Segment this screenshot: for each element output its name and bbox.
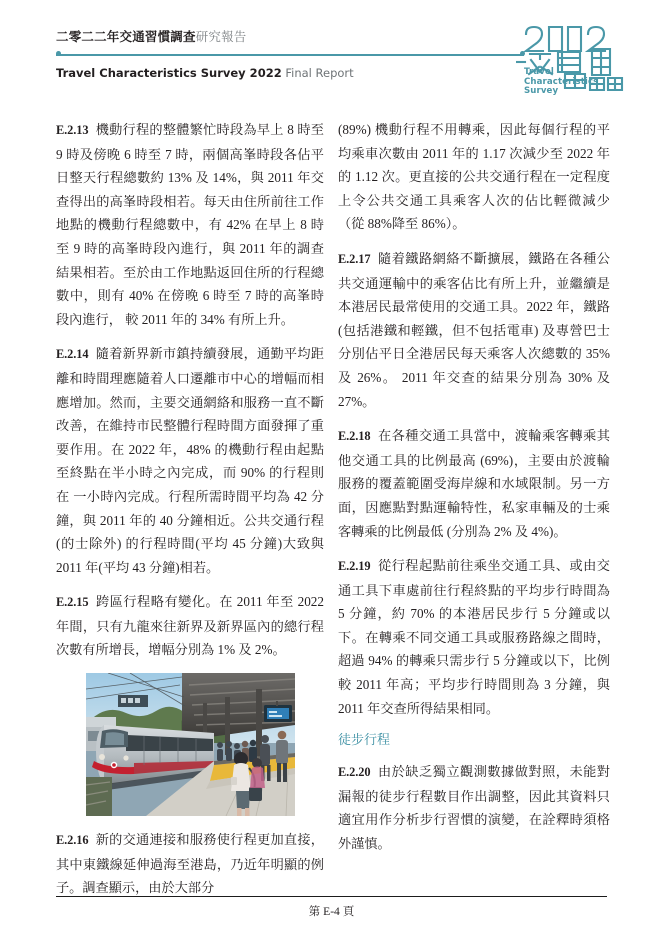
survey-logo-english-text bbox=[524, 68, 598, 97]
paragraph-number-e217: E.2.17 bbox=[338, 251, 371, 266]
paragraph-e220 bbox=[338, 760, 610, 855]
header-title-english-bold: Travel Characteristics Survey 2022 bbox=[56, 66, 282, 80]
right-column bbox=[338, 118, 610, 856]
paragraph-e216 bbox=[56, 828, 324, 900]
subheading-walking-trips: 徒步行程 bbox=[338, 733, 391, 749]
paragraph-number-e214: E.2.14 bbox=[56, 347, 89, 362]
footer-divider bbox=[56, 896, 607, 897]
figure-train-platform bbox=[56, 673, 324, 816]
logo-line-survey: Survey bbox=[524, 86, 559, 97]
paragraph-text-e217: 隨着鐵路網絡不斷擴展，鐵路在各種公共交通運輸中的乘客佔比有所上升，並繼續是本港居民最常使用的交通工具。2022 年，鐵路 (包括港鐵和輕鐵，但不包括電車) 及專營巴士分別佔平日全港居民每天乘客人次總數的 35% 及 26%。 2011 年交查的結果分別為 30% 及 27%。 bbox=[338, 250, 610, 409]
paragraph-e219 bbox=[338, 554, 610, 720]
paragraph-text-e215: 跨區行程略有變化。在 2011 年至 2022 年間，只有九龍來往新界及新界區內的總行程次數有所增長，增幅分別為 1% 及 2%。 bbox=[56, 594, 324, 658]
paragraph-text-e219: 從行程起點前往乘坐交通工具、或由交通工具下車處前往行程終點的平均步行時間為 5 分鐘，約 70% 的本港居民步行 5 分鐘或以下。在轉乘不同交通工具或服務路線之間時，超過 94% 的轉乘只需步行 5 分鐘或以下，比例較 2011 年高；平均步行時間則為 3 分鐘，與 2011 年交查所得結果相同。 bbox=[338, 558, 610, 716]
paragraph-text-e220: 由於缺乏獨立觀測數據做對照，未能對漏報的徒步行程數目作出調整，因此其資料只適宜用作分析步行習慣的演變，在詮釋時須格外謹慎。 bbox=[338, 764, 610, 852]
paragraph-e217 bbox=[338, 247, 610, 413]
paragraph-e216-continued: (89%) 機動行程不用轉乘，因此每個行程的平均乘車次數由 2011 年的 1.17 次減少至 2022 年的 1.12 次。更直接的公共交通行程在一定程度上令公共交通工具乘客人次的佔比輕微減少（從 88%降至 86%）。 bbox=[338, 122, 610, 232]
header-divider bbox=[56, 51, 524, 59]
page-number: 第 E-4 頁 bbox=[308, 905, 355, 919]
logo-line-travel: Travel bbox=[524, 67, 554, 77]
paragraph-number-e215: E.2.15 bbox=[56, 595, 89, 610]
paragraph-text-e218: 在各種交通工具當中，渡輪乘客轉乘其他交通工具的比例最高 (69%)，主要由於渡輪服務的覆蓋範圍受海岸線和水域限制。另一方面，因應點對點運輸特性，私家車輛及的士乘客轉乘的比例最低 (分別為 2% 及 4%)。 bbox=[338, 428, 610, 539]
paragraph-number-e218: E.2.18 bbox=[338, 429, 371, 444]
header-title-chinese-light: 研究報告 bbox=[195, 29, 247, 44]
paragraph-number-e219: E.2.19 bbox=[338, 559, 371, 574]
paragraph-e213 bbox=[56, 118, 324, 331]
paragraph-number-e220: E.2.20 bbox=[338, 765, 371, 780]
paragraph-number-e213: E.2.13 bbox=[56, 123, 89, 137]
left-column bbox=[56, 118, 324, 900]
survey-logo bbox=[516, 18, 634, 106]
header-title-chinese-bold: 二零二二年交通習慣調查 bbox=[56, 29, 196, 44]
photo-illustration bbox=[86, 673, 295, 816]
header-divider-rule bbox=[56, 54, 524, 56]
header-title-english-light: Final Report bbox=[285, 66, 354, 80]
paragraph-text-e213: 機動行程的整體繁忙時段為早上 8 時至 9 時及傍晚 6 時至 7 時，兩個高峯時段各佔平日整天行程總數約 13% 及 14%，與 2011 年交查得出的高峯時段相若。每天由住所前往工作地點的機動行程總數中，有 42% 在早上 8 時至 9 時的高峯時段內進行，與 2011 年的調查結果相若。至於由工作地點返回住所的行程總數中，則有 40% 在傍晚 6 時至 7 時的高峯時段內進行， 較 2011 年的 34% 有所上升。 bbox=[56, 122, 324, 327]
paragraph-number-e216: E.2.16 bbox=[56, 833, 89, 848]
paragraph-text-e216: 新的交通連接和服務使行程更加直接，其中東鐵線延伸過海至港島，乃近年明顯的例子。調查顯示，由於大部分 bbox=[56, 832, 324, 896]
photo-mtr-train bbox=[86, 673, 295, 816]
page-footer bbox=[56, 896, 607, 919]
paragraph-e214 bbox=[56, 342, 324, 579]
logo-line-characteristics: Characteristics bbox=[524, 76, 599, 87]
paragraph-e215 bbox=[56, 590, 324, 662]
paragraph-text-e214: 隨着新界新市鎮持續發展，通勤平均距離和時間理應隨着人口遷離市中心的增幅而相應增加。然而，主要交通網絡和服務一直不斷改善，在維持市民整體行程時間方面發揮了重要作用。在 2022 年，48% 的機動行程由起點至終點在半小時之內完成，而 90% 的行程則在 一小時內完成。行程所需時間平均為 42 分鐘，與 2011 年的 40 分鐘相近。公共交通行程 (的士除外) 的行程時間(平均 45 分鐘)大致與 2011 年(平均 43 分鐘)相若。 bbox=[56, 346, 324, 575]
paragraph-e218 bbox=[338, 424, 610, 543]
